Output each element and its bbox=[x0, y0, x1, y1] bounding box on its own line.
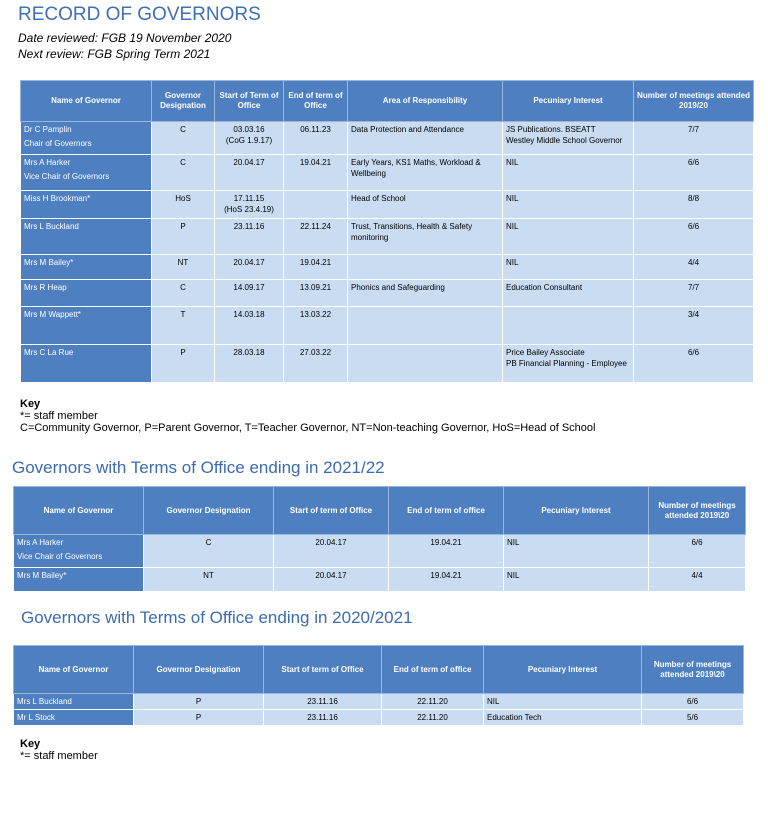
governor-name: Mrs R Heap bbox=[24, 283, 67, 292]
governors-2021-22-table bbox=[13, 486, 746, 592]
interest-cell: NIL bbox=[503, 255, 634, 280]
governors-2020-2021-table bbox=[13, 645, 744, 726]
interest-line: Westley Middle School Governor bbox=[506, 136, 623, 145]
governor-name: Dr C Pamplin bbox=[24, 125, 72, 134]
col-header: Start of term of Office bbox=[274, 487, 389, 535]
area-cell: Head of School bbox=[348, 191, 503, 219]
section-title-2021-22: Governors with Terms of Office ending in 2021/22 bbox=[12, 458, 385, 477]
governor-name: Mrs M Bailey* bbox=[17, 571, 67, 580]
start-note: (CoG 1.9.17) bbox=[225, 136, 273, 145]
end-cell: 13.09.21 bbox=[284, 280, 348, 307]
key-staff: *= staff member bbox=[20, 750, 98, 762]
governor-name: Mrs C La Rue bbox=[24, 348, 74, 357]
start-cell bbox=[215, 191, 284, 219]
start-cell: 20.04.17 bbox=[274, 535, 389, 568]
governor-name: Mrs A Harker bbox=[24, 158, 71, 167]
date-reviewed: Date reviewed: FGB 19 November 2020 bbox=[18, 31, 232, 45]
interest-cell bbox=[503, 307, 634, 345]
interest-cell: NIL bbox=[504, 568, 649, 592]
designation-cell: C bbox=[152, 122, 215, 155]
interest-cell: NIL bbox=[484, 694, 642, 710]
area-cell bbox=[348, 345, 503, 383]
section-title-2020-2021: Governors with Terms of Office ending in 2020/2021 bbox=[21, 608, 413, 627]
start-cell: 23.11.16 bbox=[264, 694, 382, 710]
next-review: Next review: FGB Spring Term 2021 bbox=[18, 47, 211, 61]
table-row bbox=[14, 710, 744, 726]
key-heading: Key bbox=[20, 738, 41, 750]
meetings-cell: 5/6 bbox=[642, 710, 744, 726]
col-header: Name of Governor bbox=[14, 646, 134, 694]
end-cell: 13.03.22 bbox=[284, 307, 348, 345]
end-cell bbox=[284, 191, 348, 219]
end-cell: 22.11.20 bbox=[382, 694, 484, 710]
col-header: Number of meetings attended 2019/20 bbox=[634, 81, 754, 122]
start-date: 17.11.15 bbox=[233, 194, 265, 203]
interest-line: Price Bailey Associate bbox=[506, 348, 585, 357]
governor-name: Mrs L Buckland bbox=[24, 222, 79, 231]
governor-name-cell bbox=[21, 191, 152, 219]
start-date: 03.03.16 bbox=[233, 125, 265, 134]
meetings-cell: 7/7 bbox=[634, 280, 754, 307]
designation-cell: P bbox=[134, 694, 264, 710]
col-header: Number of meetings attended 2019\20 bbox=[642, 646, 744, 694]
end-cell: 06.11.23 bbox=[284, 122, 348, 155]
end-cell: 19.04.21 bbox=[389, 568, 504, 592]
governor-role: Vice Chair of Governors bbox=[17, 552, 103, 561]
table-row bbox=[21, 255, 754, 280]
governor-name-cell bbox=[21, 280, 152, 307]
meetings-cell: 6/6 bbox=[642, 694, 744, 710]
interest-cell: NIL bbox=[504, 535, 649, 568]
governor-name-cell bbox=[21, 155, 152, 191]
start-cell: 20.04.17 bbox=[274, 568, 389, 592]
meetings-cell: 4/4 bbox=[634, 255, 754, 280]
designation-cell: C bbox=[152, 155, 215, 191]
interest-line: JS Publications. BSEATT bbox=[506, 125, 596, 134]
designation-cell: P bbox=[134, 710, 264, 726]
key-heading: Key bbox=[20, 398, 41, 410]
table-row bbox=[21, 345, 754, 383]
meetings-cell: 7/7 bbox=[634, 122, 754, 155]
governor-role: Vice Chair of Governors bbox=[24, 172, 110, 181]
interest-line: PB Financial Planning - Employee bbox=[506, 359, 627, 368]
governor-name: Mrs M Bailey* bbox=[24, 258, 74, 267]
table-row bbox=[21, 280, 754, 307]
governor-name: Miss H Brookman* bbox=[24, 194, 91, 203]
designation-cell: T bbox=[152, 307, 215, 345]
table-row bbox=[21, 191, 754, 219]
designation-cell: C bbox=[144, 535, 274, 568]
start-cell: 20.04.17 bbox=[215, 255, 284, 280]
meetings-cell: 6/6 bbox=[634, 345, 754, 383]
governor-name-cell: Mr L Stock bbox=[14, 710, 134, 726]
governor-name-cell bbox=[14, 535, 144, 568]
table-row bbox=[21, 219, 754, 255]
governors-table bbox=[20, 80, 754, 383]
area-cell: Data Protection and Attendance bbox=[348, 122, 503, 155]
table-header-row bbox=[14, 646, 744, 694]
meetings-cell: 8/8 bbox=[634, 191, 754, 219]
governor-name-cell: Mrs L Buckland bbox=[14, 694, 134, 710]
start-cell: 28.03.18 bbox=[215, 345, 284, 383]
start-cell: 20.04.17 bbox=[215, 155, 284, 191]
key-legend: C=Community Governor, P=Parent Governor, T=Teacher Governor, NT=Non-teaching Governor, HoS=Head of School bbox=[20, 422, 596, 434]
area-cell: Trust, Transitions, Health & Safety monitoring bbox=[348, 219, 503, 255]
governor-name-cell bbox=[21, 345, 152, 383]
interest-cell: Education Consultant bbox=[503, 280, 634, 307]
area-cell bbox=[348, 255, 503, 280]
designation-cell: P bbox=[152, 345, 215, 383]
col-header: Pecuniary Interest bbox=[503, 81, 634, 122]
col-header: Pecuniary Interest bbox=[504, 487, 649, 535]
col-header: Governor Designation bbox=[134, 646, 264, 694]
governor-name-cell bbox=[21, 122, 152, 155]
governor-name: Mrs M Wappett* bbox=[24, 310, 82, 319]
meetings-cell: 6/6 bbox=[649, 535, 746, 568]
start-cell: 14.09.17 bbox=[215, 280, 284, 307]
start-note: (HoS 23.4.19) bbox=[224, 205, 274, 214]
end-cell: 22.11.20 bbox=[382, 710, 484, 726]
col-header: End of term of office bbox=[382, 646, 484, 694]
table-row bbox=[21, 122, 754, 155]
interest-cell: NIL bbox=[503, 155, 634, 191]
area-cell: Phonics and Safeguarding bbox=[348, 280, 503, 307]
col-header: Governor Designation bbox=[152, 81, 215, 122]
table-header-row bbox=[21, 81, 754, 122]
table-row bbox=[21, 307, 754, 345]
key-block-2 bbox=[20, 738, 98, 762]
key-block bbox=[20, 398, 595, 434]
meetings-cell: 4/4 bbox=[649, 568, 746, 592]
interest-cell bbox=[503, 122, 634, 155]
table-row bbox=[14, 535, 746, 568]
table-row bbox=[14, 694, 744, 710]
col-header: Number of meetings attended 2019\20 bbox=[649, 487, 746, 535]
interest-cell bbox=[503, 345, 634, 383]
governor-name-cell bbox=[14, 568, 144, 592]
col-header: End of term of office bbox=[389, 487, 504, 535]
table-row bbox=[21, 155, 754, 191]
interest-cell: NIL bbox=[503, 219, 634, 255]
page-title: RECORD OF GOVERNORS bbox=[18, 4, 261, 25]
col-header: Name of Governor bbox=[14, 487, 144, 535]
designation-cell: P bbox=[152, 219, 215, 255]
table-row bbox=[14, 568, 746, 592]
start-cell bbox=[215, 122, 284, 155]
key-staff: *= staff member bbox=[20, 410, 98, 422]
start-cell: 23.11.16 bbox=[264, 710, 382, 726]
col-header: Pecuniary Interest bbox=[484, 646, 642, 694]
meetings-cell: 6/6 bbox=[634, 219, 754, 255]
governor-name-cell bbox=[21, 307, 152, 345]
meetings-cell: 6/6 bbox=[634, 155, 754, 191]
interest-cell: Education Tech bbox=[484, 710, 642, 726]
col-header: Governor Designation bbox=[144, 487, 274, 535]
meetings-cell: 3/4 bbox=[634, 307, 754, 345]
col-header: End of term of Office bbox=[284, 81, 348, 122]
end-cell: 19.04.21 bbox=[284, 155, 348, 191]
governor-name-cell bbox=[21, 255, 152, 280]
table-header-row bbox=[14, 487, 746, 535]
governor-role: Chair of Governors bbox=[24, 139, 92, 148]
designation-cell: C bbox=[152, 280, 215, 307]
governor-name-cell bbox=[21, 219, 152, 255]
area-cell: Early Years, KS1 Maths, Workload & Wellbeing bbox=[348, 155, 503, 191]
governor-name: Mrs A Harker bbox=[17, 538, 64, 547]
col-header: Area of Responsibility bbox=[348, 81, 503, 122]
col-header: Start of term of Office bbox=[264, 646, 382, 694]
designation-cell: NT bbox=[152, 255, 215, 280]
end-cell: 22.11.24 bbox=[284, 219, 348, 255]
col-header: Name of Governor bbox=[21, 81, 152, 122]
start-cell: 23.11.16 bbox=[215, 219, 284, 255]
interest-cell: NIL bbox=[503, 191, 634, 219]
col-header: Start of Term of Office bbox=[215, 81, 284, 122]
end-cell: 19.04.21 bbox=[284, 255, 348, 280]
designation-cell: NT bbox=[144, 568, 274, 592]
area-cell bbox=[348, 307, 503, 345]
end-cell: 27.03.22 bbox=[284, 345, 348, 383]
designation-cell: HoS bbox=[152, 191, 215, 219]
end-cell: 19.04.21 bbox=[389, 535, 504, 568]
start-cell: 14.03.18 bbox=[215, 307, 284, 345]
